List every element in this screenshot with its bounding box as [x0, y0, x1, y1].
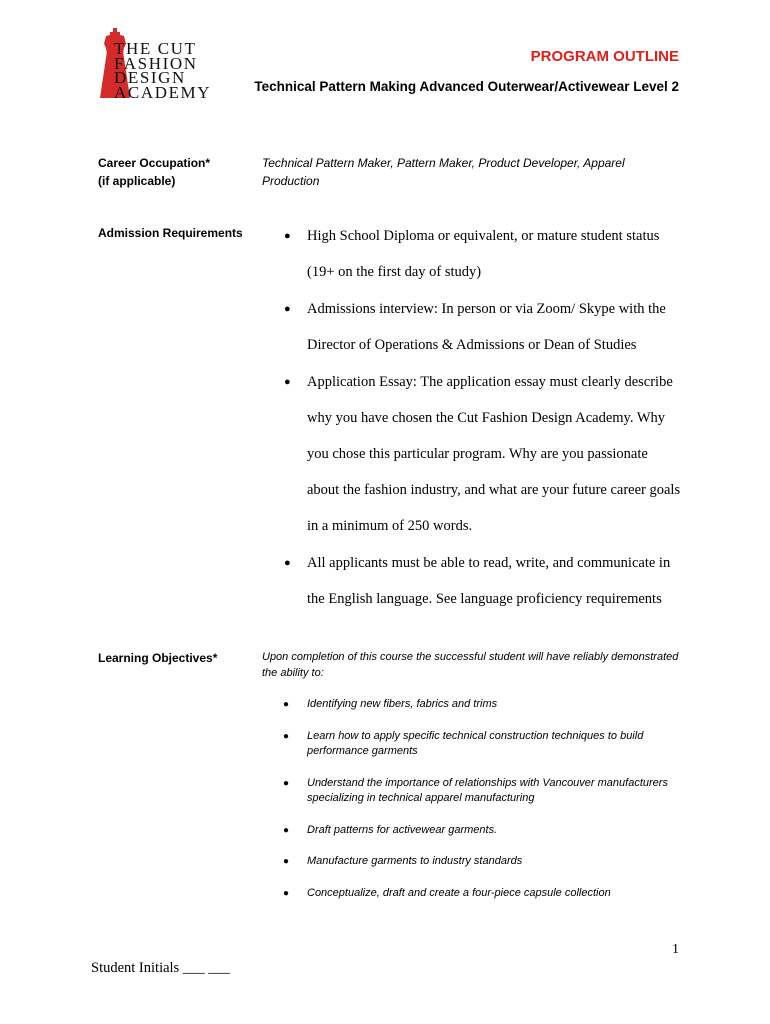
- list-item: [270, 364, 680, 544]
- program-outline-heading: PROGRAM OUTLINE: [530, 48, 679, 65]
- intro-line: the ability to:: [262, 667, 324, 679]
- item-line: Director of Operations & Admissions or Dean of Studies: [307, 337, 637, 353]
- logo-line: THE CUT: [114, 39, 197, 58]
- item-line: specializing in technical apparel manufacturing: [307, 792, 535, 804]
- item-line: about the fashion industry, and what are your future career goals: [307, 482, 681, 498]
- academy-logo: [96, 28, 212, 102]
- bullet-icon: ●: [284, 303, 291, 315]
- logo-wordmark: [114, 39, 212, 102]
- item-line: the English language. See language proficiency requirements: [307, 591, 662, 607]
- item-line: Admissions interview: In person or via Zoom/ Skype with the: [307, 301, 666, 317]
- list-item: [270, 218, 680, 290]
- item-line: Identifying new fibers, fabrics and trims: [307, 698, 498, 710]
- intro-line: Upon completion of this course the successful student will have reliably demonstrated: [262, 651, 679, 663]
- bullet-icon: ●: [284, 376, 291, 388]
- bullet-icon: ●: [284, 230, 291, 242]
- bullet-icon: ●: [283, 824, 290, 836]
- bullet-icon: ●: [283, 699, 290, 710]
- value-line: Production: [262, 174, 320, 188]
- bullet-icon: ●: [283, 730, 290, 742]
- bullet-icon: ●: [284, 557, 291, 569]
- learning-objectives-list: [270, 697, 668, 901]
- bullet-icon: ●: [283, 856, 290, 867]
- learning-objectives-label: Learning Objectives*: [98, 651, 218, 665]
- page-number: 1: [672, 942, 679, 957]
- item-line: All applicants must be able to read, write, and communicate in: [307, 555, 671, 571]
- item-line: Understand the importance of relationships with Vancouver manufacturers: [307, 776, 668, 789]
- bullet-icon: ●: [283, 887, 290, 899]
- item-line: Manufacture garments to industry standards: [307, 855, 523, 867]
- learning-objectives-intro: [262, 649, 679, 681]
- admission-requirements-list: [270, 218, 680, 618]
- item-line: Conceptualize, draft and create a four-piece capsule collection: [307, 886, 611, 899]
- item-line: High School Diploma or equivalent, or mature student status: [307, 228, 660, 244]
- student-initials: Student Initials ___ ___: [91, 960, 230, 976]
- value-line: Technical Pattern Maker, Pattern Maker, Product Developer, Apparel: [262, 156, 625, 170]
- label-line: Career Occupation*: [98, 156, 211, 170]
- item-line: why you have chosen the Cut Fashion Design Academy. Why: [307, 410, 666, 426]
- item-line: Draft patterns for activewear garments.: [307, 823, 498, 836]
- logo-line: ACADEMY: [114, 82, 212, 102]
- list-item: [270, 823, 668, 839]
- list-item: [270, 545, 680, 617]
- logo-line: FASHION: [114, 53, 198, 73]
- list-item: [270, 291, 680, 363]
- item-line: you chose this particular program. Why are you passionate: [307, 446, 648, 462]
- list-item: [270, 729, 668, 760]
- item-line: performance garments: [307, 745, 418, 757]
- label-line: (if applicable): [98, 174, 176, 188]
- admission-requirements-label: Admission Requirements: [98, 226, 243, 240]
- bullet-icon: ●: [283, 777, 290, 789]
- list-item: [270, 697, 668, 713]
- career-occupation-label: [98, 154, 210, 190]
- list-item: [270, 854, 668, 870]
- list-item: [270, 776, 668, 807]
- logo-line: DESIGN: [114, 68, 186, 87]
- item-line: in a minimum of 250 words.: [307, 518, 473, 534]
- item-line: Application Essay: The application essay must clearly describe: [307, 374, 673, 390]
- course-title: Technical Pattern Making Advanced Outerwear/Activewear Level 2: [254, 79, 679, 94]
- item-line: Learn how to apply specific technical construction techniques to build: [307, 729, 644, 742]
- career-occupation-value: [262, 154, 662, 190]
- item-line: (19+ on the first day of study): [307, 264, 482, 280]
- list-item: [270, 886, 668, 902]
